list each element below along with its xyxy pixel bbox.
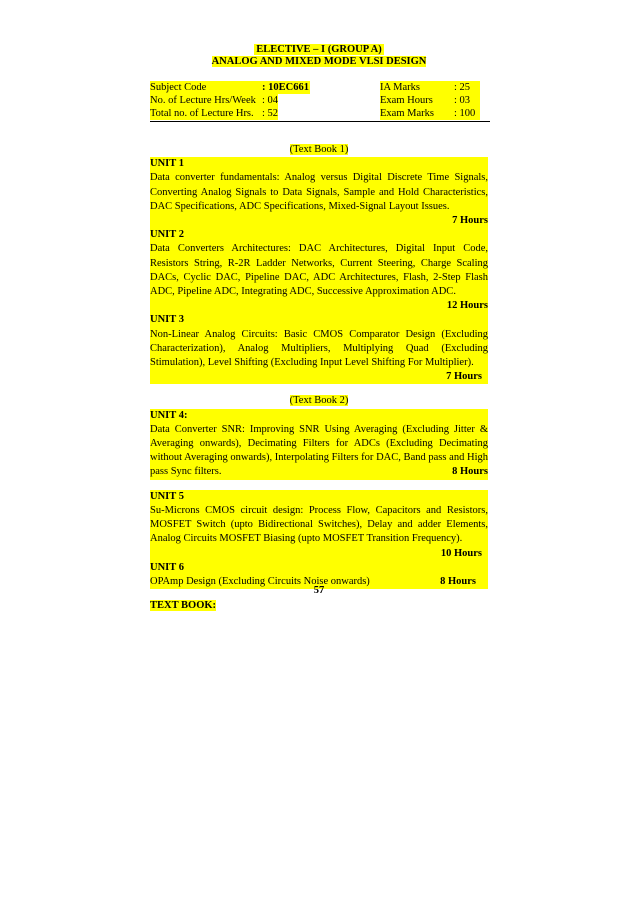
unit-2-body: Data Converters Architectures: DAC Architectures, Digital Input Code, Resistors String, R-2R Ladder Networks, Current Steering, Charge Scaling DACs, Cyclic DAC, Pipeline DAC, ADC Architectures, Flash, 2-Step Flash ADC, Pipeline ADC, Integrating ADC, Successive Approximation ADC. bbox=[150, 242, 488, 299]
unit-2-title: UNIT 2 bbox=[150, 228, 488, 242]
info-row-1 bbox=[150, 81, 490, 94]
unit-6-body: OPAmp Design (Excluding Circuits Noise onwards) bbox=[150, 575, 370, 587]
subject-code-value: : 10EC661 bbox=[262, 82, 309, 93]
lecture-week-value: : 04 bbox=[262, 95, 279, 106]
unit-3-body: Non-Linear Analog Circuits: Basic CMOS Comparator Design (Excluding Characterization), Analog Multipliers, Multiplying Quad (Excluding Stimulation), Level Shifting (Excluding Input Level Shifting For Multiplier). bbox=[150, 328, 488, 371]
unit-2-hours: 12 Hours bbox=[150, 299, 488, 313]
total-lecture-label: Total no. of Lecture Hrs. bbox=[150, 107, 262, 120]
info-row-2 bbox=[150, 94, 490, 107]
total-lecture-value: : 52 bbox=[262, 108, 279, 119]
syllabus-content bbox=[150, 143, 488, 613]
exam-marks-label: Exam Marks bbox=[380, 107, 454, 120]
unit-3-hours: 7 Hours bbox=[150, 370, 488, 384]
unit-1-title: UNIT 1 bbox=[150, 157, 488, 171]
divider-line bbox=[150, 121, 490, 122]
unit-5-title: UNIT 5 bbox=[150, 490, 488, 504]
course-info-table bbox=[150, 81, 490, 120]
page-title-line2: ANALOG AND MIXED MODE VLSI DESIGN bbox=[211, 56, 427, 67]
exam-hours-value: : 03 bbox=[454, 94, 480, 107]
exam-marks-value: : 100 bbox=[454, 107, 480, 120]
unit-4-hours: 8 Hours bbox=[452, 466, 488, 478]
subject-code-label: Subject Code bbox=[150, 81, 262, 94]
unit-5-body: Su-Microns CMOS circuit design: Process Flow, Capacitors and Resistors, MOSFET Switch (upto Bidirectional Switches), Delay and adder Elements, Analog Circuits MOSFET Biasing (upto MOSFET Transition Frequency). bbox=[150, 504, 488, 547]
page-number: 57 bbox=[313, 585, 325, 596]
exam-hours-label: Exam Hours bbox=[380, 94, 454, 107]
unit-4-body: Data Converter SNR: Improving SNR Using Averaging (Excluding Jitter & Averaging onwards), Decimating Filters for ADCs (Excluding Decimating without Averaging onwards), Interpolating Filters for DAC, Band pass and High pass Sync filters. bbox=[150, 423, 488, 480]
info-row-3 bbox=[150, 107, 490, 120]
ia-marks-label: IA Marks bbox=[380, 81, 454, 94]
ia-marks-value: : 25 bbox=[454, 81, 480, 94]
lecture-week-label: No. of Lecture Hrs/Week bbox=[150, 94, 262, 107]
page-title-line1: ELECTIVE – I (GROUP A) bbox=[256, 44, 382, 55]
unit-5-hours: 10 Hours bbox=[150, 547, 488, 561]
unit-1-hours: 7 Hours bbox=[150, 214, 488, 228]
text-book-heading: TEXT BOOK: bbox=[150, 600, 217, 612]
unit-4-title: UNIT 4: bbox=[150, 409, 488, 423]
textbook-1-label: (Text Book 1) bbox=[289, 144, 349, 155]
textbook-2-label: (Text Book 2) bbox=[289, 395, 349, 407]
unit-6-hours: 8 Hours bbox=[440, 575, 476, 587]
unit-6-title: UNIT 6 bbox=[150, 561, 488, 575]
unit-1-body: Data converter fundamentals: Analog versus Digital Discrete Time Signals, Converting Analog Signals to Data Signals, Sample and Hold Characteristics, DAC Specifications, ADC Specifications, Mixed-Signal Layout Issues. bbox=[150, 171, 488, 214]
unit-3-title: UNIT 3 bbox=[150, 313, 488, 327]
